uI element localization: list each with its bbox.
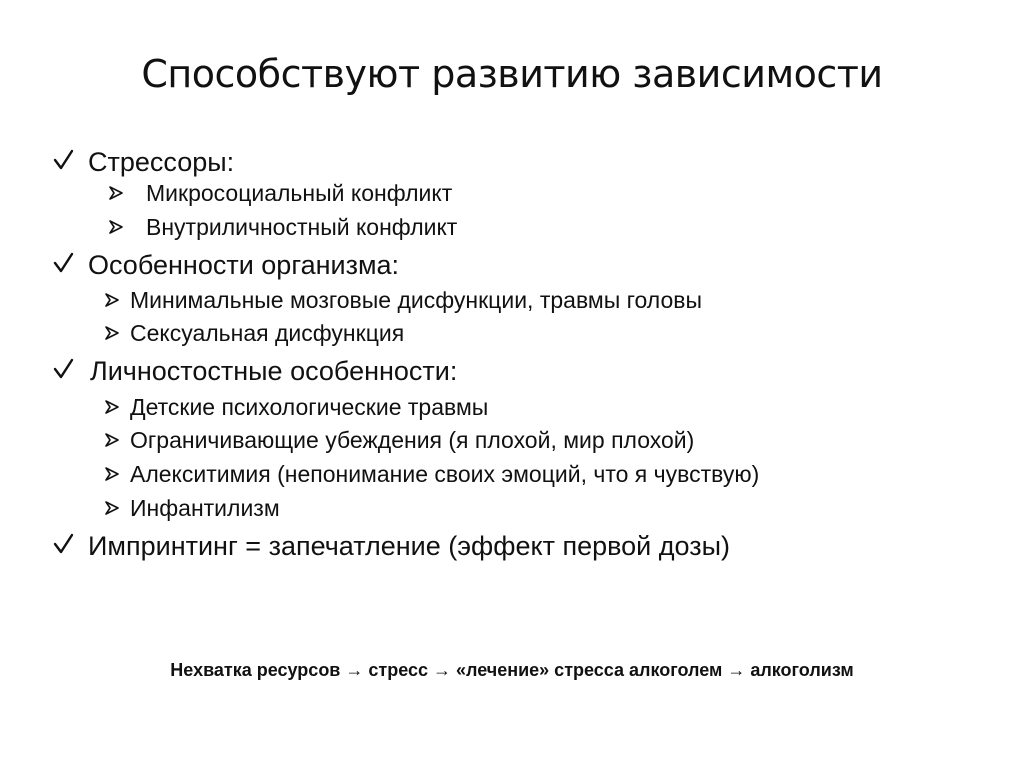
list-item-label: Импринтинг = запечатление (эффект первой дозы): [88, 531, 730, 561]
list-item-level2: [104, 493, 280, 523]
list-item-label: Внутриличностный конфликт: [146, 214, 458, 240]
checkmark-icon: [52, 357, 74, 387]
list-item-level2: [104, 285, 702, 315]
list-item-label: Микросоциальный конфликт: [146, 180, 453, 206]
slide-title: Способствуют развитию зависимости: [141, 52, 883, 96]
list-item-level2: [104, 318, 404, 348]
checkmark-icon: [52, 148, 74, 178]
list-item-label: Ограничивающие убеждения (я плохой, мир плохой): [130, 427, 695, 453]
list-item-level2: [104, 392, 488, 422]
list-item-label: Стрессоры:: [88, 147, 235, 177]
arrowhead-icon: [108, 219, 126, 249]
checkmark-icon: [52, 532, 74, 562]
arrowhead-icon: [108, 185, 126, 215]
list-item-label: Инфантилизм: [130, 495, 280, 521]
list-item-level2: [108, 212, 457, 242]
checkmark-icon: [52, 251, 74, 281]
footer-formula: Нехватка ресурсов → стресс → «лечение» стресса алкоголем → алкоголизм: [170, 660, 854, 680]
list-item-label: Особенности организма:: [88, 250, 400, 280]
list-item-label: Сексуальная дисфункция: [130, 320, 405, 346]
list-item-label: Алекситимия (непонимание своих эмоций, что я чувствую): [130, 461, 760, 487]
list-item-level1: [52, 248, 399, 282]
list-item-level2: [104, 425, 694, 455]
list-item-label: Личностостные особенности:: [90, 356, 458, 386]
list-item-label: Детские психологические травмы: [130, 394, 489, 420]
list-item-level2: [104, 459, 759, 489]
list-item-level1: [52, 529, 730, 563]
arrowhead-icon: [104, 432, 122, 462]
list-item-level2: [108, 178, 452, 208]
list-item-level1: [52, 145, 234, 179]
list-item-label: Минимальные мозговые дисфункции, травмы головы: [130, 287, 703, 313]
list-item-level1: [52, 354, 457, 388]
arrowhead-icon: [104, 466, 122, 496]
arrowhead-icon: [104, 325, 122, 355]
arrowhead-icon: [104, 500, 122, 530]
